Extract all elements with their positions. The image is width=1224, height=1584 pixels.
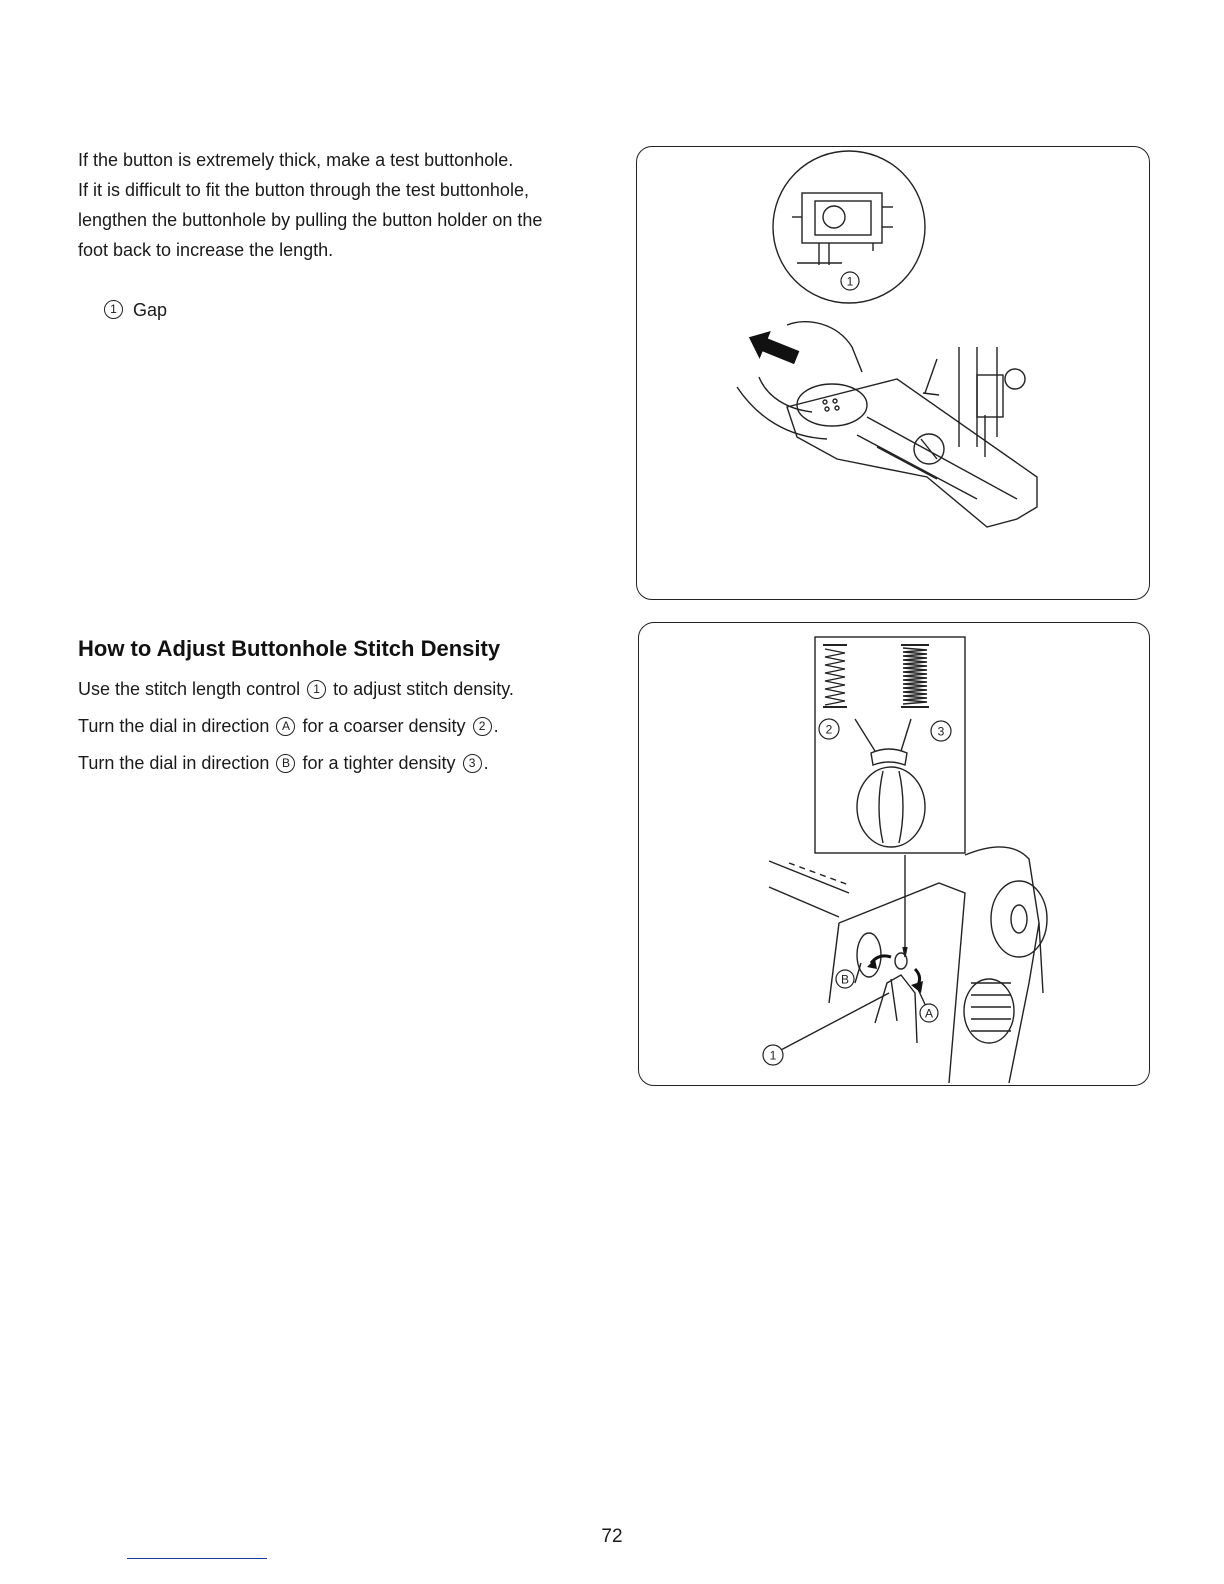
gap-callout-number: 1 [104,300,123,319]
density-line-3-pre: Turn the dial in direction [78,753,270,773]
tight-stitch-pattern [903,648,927,704]
density-instructions [78,675,618,786]
density-line-2-end: . [493,716,499,736]
intro-line-3: lengthen the buttonhole by pulling the button holder on the [78,210,543,230]
density-line-2-letter: A [276,717,295,736]
figure2-callout-a: A [924,1006,934,1021]
figure2-callout-2: 2 [825,722,833,737]
stitch-density-figure [638,622,1150,1086]
density-line-2 [78,712,618,741]
hand-outline [875,975,917,1043]
density-line-1-post: to adjust stitch density. [333,679,514,699]
gap-callout [102,300,167,321]
figure2-callout-b: B [840,972,850,987]
bobbin-knob [964,979,1014,1043]
bottom-rule [127,1558,267,1559]
buttonhole-foot-figure [636,146,1150,600]
stitch-density-illustration [639,623,1149,1085]
needle-clamp-screw [1005,369,1025,389]
foot-button [797,384,867,426]
dial-inset-box [815,637,965,853]
density-line-2-pre: Turn the dial in direction [78,716,270,736]
figure1-callout-1: 1 [846,274,854,289]
density-line-1-pre: Use the stitch length control [78,679,301,699]
figure2-callout-3: 3 [937,724,945,739]
section-heading: How to Adjust Buttonhole Stitch Density [78,636,501,661]
dial-scale [871,749,907,765]
intro-line-2: If it is difficult to fit the button through the test buttonhole, [78,180,529,200]
density-line-3-number: 3 [463,754,482,773]
buttonhole-foot-illustration [637,147,1149,599]
intro-line-1: If the button is extremely thick, make a test buttonhole. [78,150,514,170]
density-line-1 [78,675,618,704]
page-number: 72 [601,1526,623,1547]
density-line-3 [78,749,618,778]
figure2-callout-1: 1 [769,1048,777,1063]
density-line-3-end: . [483,753,489,773]
density-line-2-mid: for a coarser density [302,716,466,736]
density-line-3-letter: B [276,754,295,773]
density-line-3-mid: for a tighter density [302,753,456,773]
density-line-2-number: 2 [473,717,492,736]
intro-line-4: foot back to increase the length. [78,240,334,260]
pull-arrow-icon [743,324,802,371]
intro-paragraph [78,145,618,265]
gap-callout-label: Gap [133,300,168,320]
density-line-1-number: 1 [307,680,326,699]
hand-outline [787,322,862,372]
dial-small [857,933,881,977]
foot-body [787,379,1037,527]
inset-button [823,206,845,228]
dial-large [857,767,925,847]
coarse-stitch-pattern [825,649,845,705]
